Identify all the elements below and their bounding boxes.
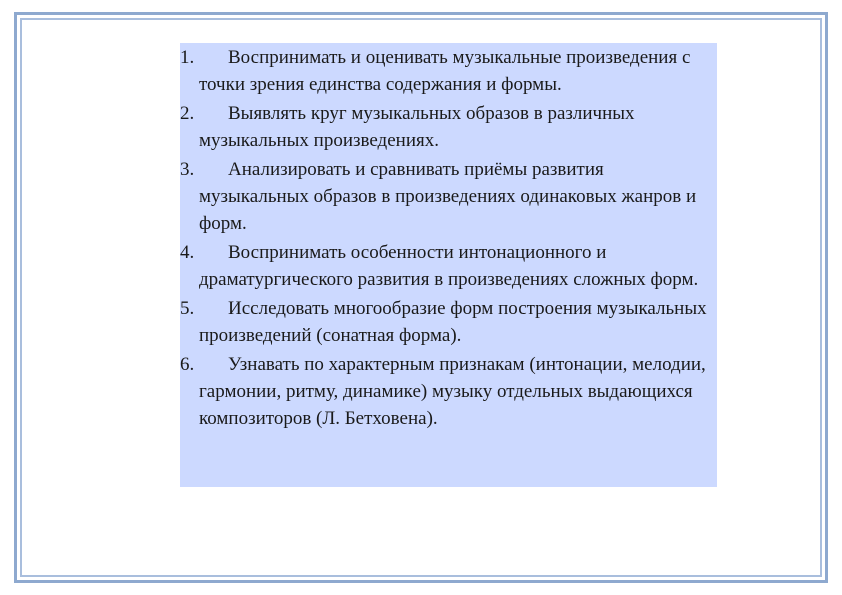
list-item <box>180 156 717 237</box>
item-number: 6. <box>180 354 195 375</box>
item-number: 2. <box>180 103 195 124</box>
item-text: Выявлять круг музыкальных образов в различных музыкальных произведениях. <box>199 103 635 151</box>
item-text: Воспринимать особенности интонационного и драматургического развития в произведениях сложных форм. <box>199 242 699 290</box>
item-text: Воспринимать и оценивать музыкальные произведения с точки зрения единства содержания и формы. <box>199 47 691 95</box>
item-number: 5. <box>180 298 195 319</box>
item-number: 3. <box>180 159 195 180</box>
list-item <box>180 351 717 432</box>
item-text: Анализировать и сравнивать приёмы развития музыкальных образов в произведениях одинаковых жанров и форм. <box>199 159 697 234</box>
objectives-list <box>180 43 717 487</box>
list-item <box>180 239 717 293</box>
item-number: 1. <box>180 47 195 68</box>
list-item <box>180 44 717 98</box>
list-item <box>180 100 717 154</box>
item-number: 4. <box>180 242 195 263</box>
item-text: Узнавать по характерным признакам (интонации, мелодии, гармонии, ритму, динамике) музыку отдельных выдающихся композиторов (Л. Бетховена). <box>199 354 706 429</box>
list-item <box>180 295 717 349</box>
item-text: Исследовать многообразие форм построения музыкальных произведений (сонатная форма). <box>199 298 707 346</box>
